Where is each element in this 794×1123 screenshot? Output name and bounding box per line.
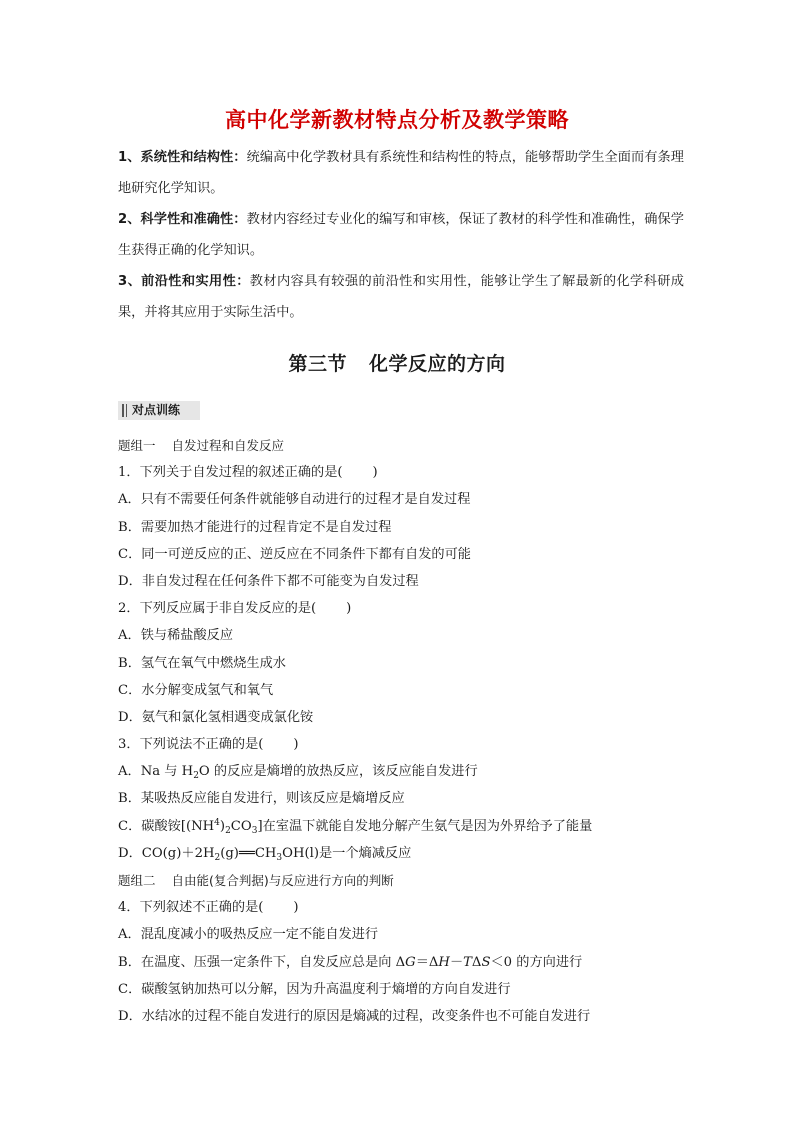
- question-2-stem: 2．下列反应属于非自发反应的是( ): [118, 601, 352, 617]
- question-4-option-d: D．水结冰的过程不能自发进行的原因是熵减的过程，改变条件也不可能自发进行: [118, 1008, 591, 1024]
- group-heading-1: [118, 432, 688, 459]
- intro-heading: 1、系统性和结构性：: [118, 150, 247, 165]
- intro-text: 教材内容经过专业化的编写和审核，保证了教材的科学性和准确性，确保学生获得正确的化学知识。: [118, 212, 684, 258]
- section-title: [0, 349, 794, 376]
- question-3-option-d: D．$CO(g)+2H_2(g)══CH_3OH(l)$是一个熵减反应: [118, 845, 412, 863]
- intro-heading: 3、前沿性和实用性：: [118, 274, 250, 289]
- question-1-stem: 1．下列关于自发过程的叙述正确的是( ): [118, 465, 378, 481]
- question-3-option-a: A．Na 与 $H_2O$ 的反应是熵增的放热反应，该反应能自发进行: [118, 764, 478, 782]
- question-2-option-a: A．铁与稀盐酸反应: [118, 628, 234, 644]
- intro-text: 教材内容具有较强的前沿性和实用性，能够让学生了解最新的化学科研成果，并将其应用于实际生活中。: [118, 274, 684, 320]
- group-title: 自由能(复合判据)与反应进行方向的判断: [171, 873, 394, 888]
- main-title: 高中化学新教材特点分析及教学策略: [225, 108, 569, 132]
- question-2-option-b: B．氢气在氧气中燃烧生成水: [118, 655, 286, 671]
- question-3-option-c: C．碳酸铵$[(NH^4)_2CO_3]$在室温下就能自发地分解产生氨气是因为外界给予了能量: [118, 817, 593, 836]
- question-4-stem: 4．下列叙述不正确的是( ): [118, 900, 299, 916]
- question-3-stem: 3．下列说法不正确的是( ): [118, 737, 299, 753]
- question-4-option-a: A．混乱度减小的吸热反应一定不能自发进行: [118, 927, 379, 943]
- question-4-option-c: C．碳酸氢钠加热可以分解，因为升高温度利于熵增的方向自发进行: [118, 981, 511, 997]
- question-1-option-c: C．同一可逆反应的正、逆反应在不同条件下都有自发的可能: [118, 546, 471, 562]
- section-label: 第三节: [288, 353, 347, 375]
- question-1-option-d: D．非自发过程在任何条件下都不可能变为自发过程: [118, 573, 419, 589]
- intro-paragraph-2: [118, 204, 684, 266]
- question-list: [118, 432, 688, 1030]
- question-4-option-b: B．在温度、压强一定条件下，自发反应总是向 ΔG＝ΔH－TΔS＜0 的方向进行: [118, 954, 583, 970]
- group-title: 自发过程和自发反应: [171, 438, 285, 453]
- group-label: 题组一: [118, 438, 156, 453]
- question-2-option-d: D．氨气和氯化氢相遇变成氯化铵: [118, 709, 314, 725]
- practice-tag: 对点训练: [118, 401, 200, 420]
- intro-paragraph-1: [118, 142, 684, 204]
- group-heading-2: [118, 867, 688, 894]
- intro-heading: 2、科学性和准确性：: [118, 212, 247, 227]
- intro-section: [118, 142, 684, 328]
- section-name: 化学反应的方向: [369, 353, 506, 375]
- question-3-option-b: B．某吸热反应能自发进行，则该反应是熵增反应: [118, 791, 405, 807]
- intro-text: 统编高中化学教材具有系统性和结构性的特点，能够帮助学生全面而有条理地研究化学知识。: [118, 150, 684, 196]
- intro-paragraph-3: [118, 266, 684, 328]
- question-2-option-c: C．水分解变成氢气和氧气: [118, 682, 274, 698]
- question-1-option-b: B．需要加热才能进行的过程肯定不是自发过程: [118, 519, 392, 535]
- group-label: 题组二: [118, 873, 156, 888]
- question-1-option-a: A．只有不需要任何条件就能够自动进行的过程才是自发过程: [118, 492, 471, 508]
